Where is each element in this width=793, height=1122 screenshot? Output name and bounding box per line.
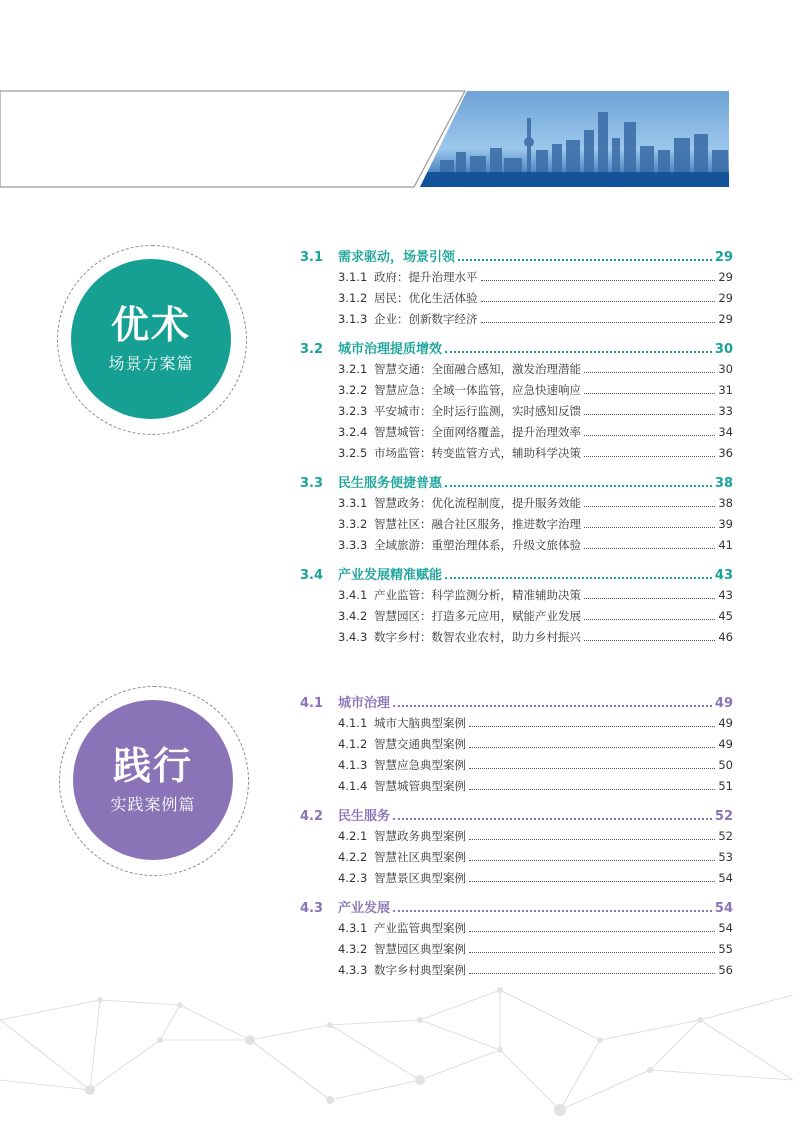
item-number: 3.4.3	[338, 630, 368, 644]
item-title: 智慧应急典型案例	[374, 758, 466, 772]
dot-leader	[393, 909, 712, 912]
toc-item-row[interactable]	[300, 941, 733, 962]
toc-section-row[interactable]	[300, 692, 733, 715]
dot-leader	[584, 371, 715, 373]
dot-leader	[584, 526, 715, 528]
item-title: 智慧政务典型案例	[374, 829, 466, 843]
toc-section-row[interactable]	[300, 805, 733, 828]
section-number: 3.3	[300, 476, 324, 491]
toc-item-row[interactable]	[300, 382, 733, 403]
toc-item-row[interactable]	[300, 290, 733, 311]
item-page: 30	[718, 362, 733, 376]
section-number: 3.2	[300, 342, 324, 357]
section-title: 城市治理提质增效	[338, 342, 443, 357]
toc-section-row[interactable]	[300, 246, 733, 269]
item-page: 54	[718, 871, 733, 885]
item-number: 4.1.3	[338, 758, 368, 772]
toc-item-row[interactable]	[300, 424, 733, 445]
item-number: 4.3.2	[338, 942, 368, 956]
item-page: 29	[718, 270, 733, 284]
dot-leader	[584, 434, 715, 436]
network-decoration	[0, 980, 793, 1122]
item-number: 3.3.2	[338, 517, 368, 531]
item-number: 4.2.3	[338, 871, 368, 885]
toc-item-row[interactable]	[300, 828, 733, 849]
section-page: 54	[714, 901, 733, 916]
item-number: 3.2.5	[338, 446, 368, 460]
item-number: 3.2.2	[338, 383, 368, 397]
item-page: 54	[718, 921, 733, 935]
item-number: 3.3.3	[338, 538, 368, 552]
toc-item-row[interactable]	[300, 736, 733, 757]
item-number: 4.1.1	[338, 716, 368, 730]
dot-leader	[481, 279, 716, 281]
item-number: 3.2.1	[338, 362, 368, 376]
toc-section-row[interactable]	[300, 338, 733, 361]
dot-leader	[584, 618, 715, 620]
section-page: 38	[714, 476, 733, 491]
toc-section-row[interactable]	[300, 564, 733, 587]
toc-part-2	[300, 690, 733, 983]
item-title: 智慧交通：全面融合感知，激发治理潜能	[374, 362, 581, 376]
item-number: 3.1.1	[338, 270, 368, 284]
dot-leader	[469, 725, 715, 727]
item-number: 3.4.2	[338, 609, 368, 623]
item-title: 智慧应急：全域一体监管，应急快速响应	[374, 383, 581, 397]
item-title: 市场监管：转变监管方式，辅助科学决策	[374, 446, 581, 460]
toc-item-row[interactable]	[300, 870, 733, 891]
dot-leader	[584, 505, 715, 507]
toc-part-1	[300, 244, 733, 650]
dot-leader	[469, 746, 715, 748]
toc-item-row[interactable]	[300, 495, 733, 516]
item-page: 52	[718, 829, 733, 843]
item-page: 29	[718, 312, 733, 326]
section-number: 3.4	[300, 568, 324, 583]
dot-leader	[469, 838, 715, 840]
dot-leader	[458, 258, 712, 261]
item-number: 4.3.3	[338, 963, 368, 977]
item-page: 55	[718, 942, 733, 956]
item-title: 全域旅游：重塑治理体系，升级文旅体验	[374, 538, 581, 552]
part-circle	[73, 700, 233, 860]
dot-leader	[584, 392, 715, 394]
dot-leader	[584, 413, 715, 415]
item-title: 数字乡村：数智农业农村，助力乡村振兴	[374, 630, 581, 644]
toc-item-row[interactable]	[300, 608, 733, 629]
section-number: 4.2	[300, 809, 324, 824]
item-title: 数字乡村典型案例	[374, 963, 466, 977]
toc-item-row[interactable]	[300, 757, 733, 778]
dot-leader	[445, 350, 712, 353]
item-page: 49	[718, 737, 733, 751]
item-title: 智慧园区：打造多元应用，赋能产业发展	[374, 609, 581, 623]
dot-leader	[469, 788, 715, 790]
dot-leader	[584, 547, 715, 549]
dot-leader	[469, 972, 715, 974]
item-number: 3.3.1	[338, 496, 368, 510]
section-page: 43	[714, 568, 733, 583]
dot-leader	[393, 704, 712, 707]
item-page: 46	[718, 630, 733, 644]
dot-leader	[469, 767, 715, 769]
header-banner	[0, 0, 793, 210]
item-title: 产业监管典型案例	[374, 921, 466, 935]
section-page: 30	[714, 342, 733, 357]
section-title: 民生服务便捷普惠	[338, 476, 443, 491]
item-page: 45	[718, 609, 733, 623]
part-circle	[71, 259, 231, 419]
item-title: 政府：提升治理水平	[374, 270, 478, 284]
item-title: 企业：创新数字经济	[374, 312, 478, 326]
item-title: 智慧交通典型案例	[374, 737, 466, 751]
item-number: 4.2.2	[338, 850, 368, 864]
item-page: 53	[718, 850, 733, 864]
item-number: 3.1.3	[338, 312, 368, 326]
dot-leader	[584, 597, 715, 599]
toc-item-row[interactable]	[300, 849, 733, 870]
city-skyline-image	[420, 91, 729, 187]
item-page: 51	[718, 779, 733, 793]
toc-item-row[interactable]	[300, 537, 733, 558]
part-subtitle: 实践案例篇	[110, 795, 196, 814]
toc-item-row[interactable]	[300, 629, 733, 650]
item-number: 3.2.3	[338, 404, 368, 418]
section-page: 49	[714, 696, 733, 711]
dot-leader	[469, 930, 715, 932]
item-title: 智慧城管典型案例	[374, 779, 466, 793]
item-page: 39	[718, 517, 733, 531]
item-title: 智慧社区典型案例	[374, 850, 466, 864]
item-page: 34	[718, 425, 733, 439]
item-number: 3.4.1	[338, 588, 368, 602]
toc-section-row[interactable]	[300, 897, 733, 920]
item-title: 平安城市：全时运行监测，实时感知反馈	[374, 404, 581, 418]
item-number: 3.1.2	[338, 291, 368, 305]
toc-item-row[interactable]	[300, 715, 733, 736]
toc-item-row[interactable]	[300, 920, 733, 941]
dot-leader	[445, 576, 712, 579]
item-number: 4.2.1	[338, 829, 368, 843]
section-title: 产业发展精准赋能	[338, 568, 443, 583]
item-page: 36	[718, 446, 733, 460]
part-badge-1	[57, 245, 247, 435]
section-title: 产业发展	[338, 901, 391, 916]
item-title: 智慧景区典型案例	[374, 871, 466, 885]
item-title: 智慧园区典型案例	[374, 942, 466, 956]
toc-item-row[interactable]	[300, 361, 733, 382]
toc-item-row[interactable]	[300, 516, 733, 537]
item-title: 智慧城管：全面网络覆盖，提升治理效率	[374, 425, 581, 439]
dot-leader	[584, 455, 715, 457]
item-title: 智慧政务：优化流程制度，提升服务效能	[374, 496, 581, 510]
item-title: 城市大脑典型案例	[374, 716, 466, 730]
section-page: 29	[714, 250, 733, 265]
toc-item-row[interactable]	[300, 269, 733, 290]
part-subtitle: 场景方案篇	[108, 354, 194, 373]
toc-item-row[interactable]	[300, 587, 733, 608]
section-title: 城市治理	[338, 696, 391, 711]
dot-leader	[469, 951, 715, 953]
dot-leader	[469, 880, 715, 882]
toc-item-row[interactable]	[300, 403, 733, 424]
dot-leader	[481, 321, 716, 323]
item-number: 4.3.1	[338, 921, 368, 935]
section-number: 4.1	[300, 696, 324, 711]
item-title: 产业监管：科学监测分析，精准辅助决策	[374, 588, 581, 602]
item-title: 智慧社区：融合社区服务，推进数字治理	[374, 517, 581, 531]
dot-leader	[445, 484, 712, 487]
section-number: 4.3	[300, 901, 324, 916]
item-page: 50	[718, 758, 733, 772]
item-page: 43	[718, 588, 733, 602]
dot-leader	[469, 859, 715, 861]
part-title: 优术	[110, 303, 191, 347]
toc-item-row[interactable]	[300, 778, 733, 799]
dot-leader	[584, 639, 715, 641]
item-page: 33	[718, 404, 733, 418]
section-title: 需求驱动，场景引领	[338, 250, 456, 265]
section-number: 3.1	[300, 250, 324, 265]
toc-item-row[interactable]	[300, 311, 733, 332]
toc-item-row[interactable]	[300, 445, 733, 466]
item-page: 49	[718, 716, 733, 730]
item-page: 41	[718, 538, 733, 552]
item-page: 56	[718, 963, 733, 977]
item-title: 居民：优化生活体验	[374, 291, 478, 305]
part-badge-2	[59, 686, 249, 876]
item-number: 4.1.4	[338, 779, 368, 793]
item-number: 3.2.4	[338, 425, 368, 439]
item-page: 38	[718, 496, 733, 510]
item-number: 4.1.2	[338, 737, 368, 751]
toc-section-row[interactable]	[300, 472, 733, 495]
section-page: 52	[714, 809, 733, 824]
dot-leader	[481, 300, 716, 302]
section-title: 民生服务	[338, 809, 391, 824]
item-page: 31	[718, 383, 733, 397]
item-page: 29	[718, 291, 733, 305]
dot-leader	[393, 817, 712, 820]
part-title: 践行	[112, 744, 193, 788]
